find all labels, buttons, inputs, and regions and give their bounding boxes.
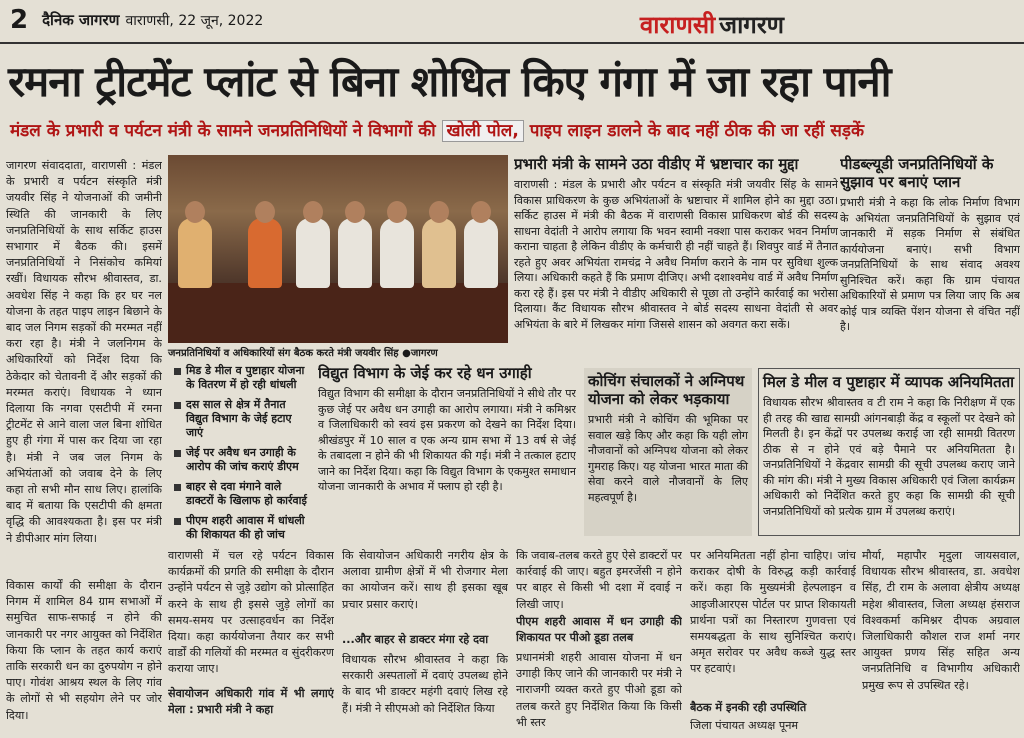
bullet-item: दस साल से क्षेत्र में तैनात विद्युत विभाग के जेई हटाए जाएं — [172, 398, 310, 440]
mdm-title: मिल डे मील व पुष्टाहार में व्यापक अनियमितता — [763, 373, 1015, 391]
lower-col5b: जिला पंचायत अध्यक्ष पूनम — [690, 719, 799, 732]
lead-article-col1: जागरण संवाददाता, वाराणसी : मंडल के प्रभारी व पर्यटन संस्कृति मंत्री जयवीर सिंह ने योजनाओं की जमीनी स्थिति की जानकारी के लिए जनप्रतिनिधियों के साथ सर्किट हाउस सभागार में बैठक की। इसमें जनप्रतिनिधियों ने निसंकोच कमियां रखीं। विधायक सौरभ श्रीवास्तव, डा. अवधेश सिंह ने कहा कि हर घर नल योजना के तहत पाइप लाइन बिछाने के बाद जल निगम सड़कों की मरम्मत नहीं करा रहा है। मंत्री ने जलनिगम के अधिकारियों को निर्देश दिया कि ठेकेदार को चेतावनी दें और सड़कों की मरम्मत कराएं। विधायक ने ध्यान दिलाया कि नगवा एसटीपी में रमना ट्रीटमेंट से आने वाला जल बिना शोधित हुए ही गंगा में पास कर दिया जा रहा है। मंत्री ने जब जल निगम के अभियंताओं को जवाब देने के लिए कहा तो सभी मौन साध लिए। हालांकि बाद में बताया कि एसटीपी की क्षमता वृद्धि की आवश्यकता है। इस पर मंत्री ने डीपीआर मांग लिया। — [6, 159, 162, 545]
mdm-text: विधायक सौरभ श्रीवास्तव व टी राम ने कहा कि निरीक्षण में एक ही तरह की खाद्य सामग्री आंगनबाड़ी केंद्र व स्कूलों पर देखने को मिलती है। इन केंद्रों पर उपलब्ध कराई जा रही सामग्री वितरण ठीक से न होने एवं बड़े पैमाने पर अनियमितता है। जनप्रतिनिधियों ने केंद्रवार सामग्री की सूची उपलब्ध कराए जाने की मांग की। मंत्री ने मुख्य विकास अधिकारी एवं जिला कार्यक्रम अधिकारी को निर्देशित करते हुए कहा कि सामग्री की सूची जनप्रतिनिधियों को प्रत्येक ग्राम में उपलब्ध कराएं। — [763, 396, 1015, 518]
subhead-part2: पाइप लाइन डालने के बाद नहीं ठीक की जा रहीं सड़कें — [529, 121, 865, 141]
edition-logo — [640, 8, 784, 41]
pwd-text: प्रभारी मंत्री ने कहा कि लोक निर्माण विभाग के अभियंता जनप्रतिनिधियों के सुझाव एवं जानकारी में सड़क निर्माण से संबंधित कार्ययोजना बनाएं। सभी विभाग जनप्रतिनिधियों के साथ संवाद अवश्य सुनिश्चित करें। कहा कि ग्राम पंचायत अधिकारियों से प्रमाण पत्र लिया जाए कि अब कोई पात्र व्यक्ति पेंशन योजना से वंचित नहीं है। — [840, 196, 1020, 333]
photo-head — [185, 201, 205, 223]
meeting-photo — [168, 155, 508, 343]
bullet-item: बाहर से दवा मंगाने वाले डाक्टरों के खिलाफ हो कार्रवाई — [172, 480, 310, 508]
logo-city: वाराणसी — [639, 11, 716, 39]
highlight-bullets — [172, 364, 310, 548]
pwd-title: पीडब्ल्यूडी जनप्रतिनिधियों के सुझाव पर बनाएं प्लान — [840, 155, 994, 191]
lower-col5: पर अनियमितता नहीं होना चाहिए। जांच कराकर दोषी के विरुद्ध कड़ी कार्रवाई करें। कहा कि मुख्यमंत्री हेल्पलाइन व आइजीआरएस पोर्टल पर प्राप्त शिकायती प्रार्थना पत्रों का निस्तारण गुणवत्ता एवं समयबद्धता के साथ सुनिश्चित कराएं। अमृत सरोवर पर अवैध कब्जे युद्ध स्तर पर हटवाएं। — [690, 549, 856, 676]
photo-person — [248, 218, 282, 288]
photo-head — [303, 201, 323, 223]
photo-head — [471, 201, 491, 223]
paper-name: दैनिक जागरण — [42, 11, 120, 29]
pwd-box — [840, 155, 1020, 355]
lower-col3: कि सेवायोजन अधिकारी नगरीय क्षेत्र के अलावा ग्रामीण क्षेत्रों में भी रोजगार मेला का आयोजन करें। साथ ही इसका खूब प्रचार प्रसार कराएं। — [342, 549, 508, 611]
masthead-bar — [0, 0, 1024, 40]
lower-col3-head: ...और बाहर से डाक्टर मंगा रहे दवा — [342, 633, 489, 646]
lower-col2: वाराणसी में चल रहे पर्यटन विकास कार्यक्रमों की प्रगति की समीक्षा के दौरान उन्होंने पर्यटन से जुड़े उद्योग को प्रोत्साहित करने के साथ ही इससे जुड़े लोगों का समय-समय पर उत्साहवर्धन का निर्देश दिया। कहा कार्ययोजना तैयार कर सभी वार्डों की गलियों की मरम्मत व सुंदरीकरण कराया जाए। — [168, 549, 334, 676]
lower-col2-head: सेवायोजन अधिकारी गांव में भी लगाएं मेला : प्रभारी मंत्री ने कहा — [168, 687, 334, 717]
photo-person — [338, 218, 372, 288]
photo-head — [255, 201, 275, 223]
coaching-box — [584, 368, 752, 536]
edition-date: वाराणसी, 22 जून, 2022 — [125, 12, 264, 29]
lead-article-col1b: विकास कार्यों की समीक्षा के दौरान निगम में शामिल 84 ग्राम सभाओं में समुचित साफ-सफाई न होने की जानकारी पर नगर आयुक्त को निर्देशित किया कि प्लान के तहत कार्य कराएं ताकि सरकारी धन का दुरुपयोग न होने पाए। गोवंश आश्रय स्थल के लिए गांव के लोगों से भी सहयोग लेने पर जोर दिया। — [6, 579, 162, 722]
photo-person — [464, 218, 498, 288]
subhead-highlight: खोली पोल, — [442, 120, 524, 142]
je-text: विद्युत विभाग की समीक्षा के दौरान जनप्रतिनिधियों ने सीधे तौर पर कुछ जेई पर अवैध धन उगाही का आरोप लगाया। मंत्री ने कमिश्नर व जिलाधिकारी को स्वयं इस प्रकरण को देखने का निर्देश दिया। श्रीखंडपुर में 10 साल व एक अन्य ग्राम सभा में 13 वर्ष से जेई के तबादला न होने की भी शिकायत की गई। मंत्री ने तत्काल हटाए जाने का निर्देश दिया। कहा कि विद्युत विभाग के एकमुश्त समाधान योजना जानकारी के अभाव में फ्लाप हो रही है। — [318, 387, 576, 493]
bullet-item: पीएम शहरी आवास में धांधली की शिकायत की हो जांच — [172, 514, 310, 542]
lower-col6: मौर्या, महापौर मृदुला जायसवाल, विधायक सौरभ श्रीवास्तव, डा. अवधेश सिंह, टी राम के अलावा क्षेत्रीय अध्यक्ष महेश श्रीवास्तव, जिला अध्यक्ष हंसराज विश्वकर्मा कमिश्नर दीपक अग्रवाल जिलाधिकारी कौशल राज शर्मा नगर आयुक्त प्रणय सिंह सहित अन्य जनप्रतिनिधि व विभागीय अधिकारी प्रमुख रूप से उपस्थित रहे। — [862, 549, 1020, 692]
lower-col4-head: पीएम शहरी आवास में धन उगाही की शिकायत पर पीओ डूडा तलब — [516, 615, 682, 645]
photo-caption: जनप्रतिनिधियों व अधिकारियों संग बैठक करते मंत्री जयवीर सिंह ●जागरण — [168, 348, 438, 359]
photo-person — [296, 218, 330, 288]
photo-person — [178, 218, 212, 288]
subhead-part1: मंडल के प्रभारी व पर्यटन मंत्री के सामने जनप्रतिनिधियों ने विभागों की — [10, 121, 436, 141]
vda-title: प्रभारी मंत्री के सामने उठा वीडीए में भ्रष्टाचार का मुद्दा — [514, 155, 799, 173]
bullet-item: मिड डे मील व पुष्टाहार योजना के वितरण में हो रही धांधली — [172, 364, 310, 392]
je-title: विद्युत विभाग के जेई कर रहे धन उगाही — [318, 364, 532, 382]
photo-head — [387, 201, 407, 223]
lower-col5-head: बैठक में इनकी रही उपस्थिति — [690, 701, 807, 714]
photo-table — [168, 283, 508, 343]
logo-name: जागरण — [719, 11, 784, 39]
lower-col3b: विधायक सौरभ श्रीवास्तव ने कहा कि सरकारी अस्पतालों में दवाएं उपलब्ध होने के बाद भी डाक्टर महंगी दवाएं लिख रहे हैं। मंत्री ने सीएमओ को निर्देशित किया — [342, 653, 508, 715]
photo-head — [345, 201, 365, 223]
lower-col4: कि जवाब-तलब करते हुए ऐसे डाक्टरों पर कार्रवाई की जाए। बहुत इमरजेंसी न होने पर बाहर से किसी भी दशा में दवाई न लिखी जाए। — [516, 549, 682, 611]
photo-person — [422, 218, 456, 288]
vda-box — [514, 155, 838, 355]
header-rule — [0, 42, 1024, 44]
je-box — [318, 364, 576, 536]
mdm-box — [758, 368, 1020, 536]
coaching-title: कोचिंग संचालकों ने अग्निपथ योजना को लेकर भड़काया — [588, 372, 745, 408]
main-headline: रमना ट्रीटमेंट प्लांट से बिना शोधित किए गंगा में जा रहा पानी — [8, 57, 891, 106]
photo-person — [380, 218, 414, 288]
bullet-item: जेई पर अवैध धन उगाही के आरोप की जांच कराएं डीएम — [172, 446, 310, 474]
coaching-text: प्रभारी मंत्री ने कोचिंग की भूमिका पर सवाल खड़े किए और कहा कि यही लोग नौजवानों को अग्निपथ योजना को लेकर गुमराह किए। यह योजना भारत माता की सेवा करने वाले नौजवानों के लिए महत्वपूर्ण है। — [588, 413, 748, 504]
sub-headline — [10, 118, 1020, 141]
photo-head — [429, 201, 449, 223]
page-number: 2 — [10, 5, 29, 35]
vda-text: वाराणसी : मंडल के प्रभारी और पर्यटन व संस्कृति मंत्री जयवीर सिंह के सामने विकास प्राधिकरण के कुछ अभियंताओं के भ्रष्टाचार में शामिल होने का मुद्दा उठा। सर्किट हाउस में मंत्री की बैठक में वाराणसी विकास प्राधिकरण बोर्ड की सदस्य साधना वेदांती ने आरोप लगाया कि भवन स्वामी नक्शा पास कराकर भवन निर्माण कराना चाहता है लेकिन वीडीए के कर्मचारी ही नहीं चाहते हैं। शिवपुर वार्ड में तैनात रहते हुए अवर अभियंता रामचंद्र ने अवैध निर्माण कराने के नाम पर सुविधा शुल्क लिया। अधिकारी कहते हैं कि प्रमाण दीजिए। अभी दशाश्वमेध वार्ड में अवैध निर्माण करा रहे हैं। इस पर मंत्री ने वीडीए अधिकारी से पूछा तो उन्होंने कार्रवाई का भरोसा दिलाया। कैंट विधायक सौरभ श्रीवास्तव ने बोर्ड सदस्य साधना वेदांती से अवर अभियंता के बारे में लिखकर मांगा जिससे शासन को अवगत करा सकें। — [514, 178, 838, 331]
lower-col4b: प्रधानमंत्री शहरी आवास योजना में धन उगाही किए जाने की जानकारी पर मंत्री ने नाराजगी व्यक्त करते हुए पीओ डूडा को तलब करते हुए निर्देशित किया कि किसी भी स्तर — [516, 651, 682, 729]
